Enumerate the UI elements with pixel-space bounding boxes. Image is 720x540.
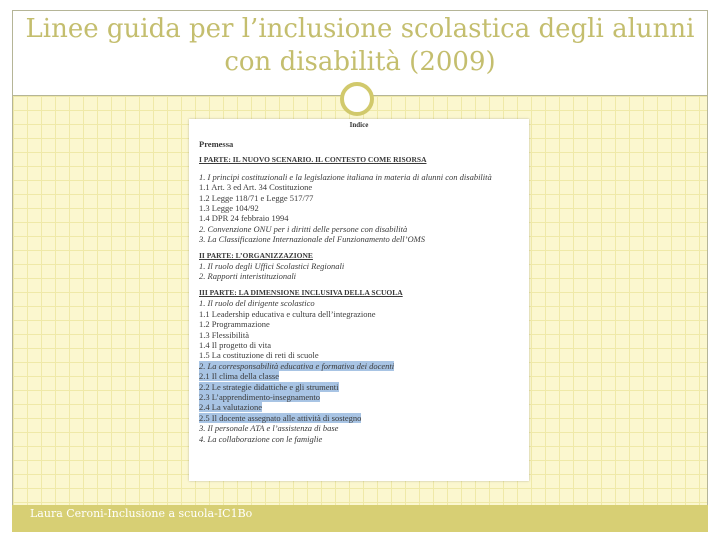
toc-entry (199, 203, 519, 213)
toc-entry-text: Premessa (199, 139, 234, 149)
toc-entry-text: 2.1 Il clima della classe (199, 371, 280, 382)
toc-entry-text: 2. La corresponsabilità educativa e formativa dei docenti (199, 360, 395, 371)
toc-entry-text: 4. La collaborazione con le famiglie (199, 433, 323, 444)
toc-entry-text: 1.4 Il progetto di vita (199, 339, 272, 350)
toc-entry-text: I PARTE: IL NUOVO SCENARIO. IL CONTESTO COME RISORSA (199, 155, 427, 165)
toc-entry (199, 402, 519, 412)
toc-entry-text: 1.2 Legge 118/71 e Legge 517/77 (199, 192, 314, 203)
toc-entry-text: 3. La Classificazione Internazionale del Funzionamento dell’OMS (199, 234, 425, 245)
toc-entry-text: II PARTE: L’ORGANIZZAZIONE (199, 250, 313, 260)
toc-entry (199, 298, 519, 308)
toc-entry-text: 1.3 Legge 104/92 (199, 203, 259, 214)
toc-entry-text: 2.3 L’apprendimento-insegnamento (199, 391, 321, 402)
toc-entry-text: 2. Convenzione ONU per i diritti delle persone con disabilità (199, 223, 408, 234)
toc-entry (199, 382, 519, 392)
toc-entry-text: 2.2 Le strategie didattiche e gli strumenti (199, 381, 339, 392)
decorative-circle-icon (340, 82, 374, 116)
toc-entry (199, 423, 519, 433)
toc-entry (199, 309, 519, 319)
document-scan (189, 119, 529, 481)
toc-entry (199, 172, 519, 182)
document-heading: Indice (349, 121, 369, 129)
toc-entry (199, 139, 519, 149)
toc-entry (199, 413, 519, 423)
toc-entry-text: 2. Rapporti interistituzionali (199, 271, 297, 282)
slide-footer: Laura Ceroni-Inclusione a scuola-IC1Bo (30, 507, 253, 520)
toc-entry (199, 182, 519, 192)
toc-entry (199, 330, 519, 340)
toc-entry-text: III PARTE: LA DIMENSIONE INCLUSIVA DELLA SCUOLA (199, 287, 403, 297)
toc-entry-text: 1.1 Leadership educativa e cultura dell’integrazione (199, 308, 376, 319)
toc-entry-text: 1.2 Programmazione (199, 319, 270, 330)
toc-entry-text: 2.4 La valutazione (199, 402, 263, 413)
toc-entry (199, 340, 519, 350)
toc-entry (199, 261, 519, 271)
toc-entry (199, 371, 519, 381)
toc-entry (199, 288, 519, 298)
toc-entry-text: 1.4 DPR 24 febbraio 1994 (199, 213, 289, 224)
toc-entry (199, 271, 519, 281)
toc-entry-text: 1. Il ruolo degli Uffici Scolastici Regionali (199, 261, 345, 272)
toc-entry-text: 2.5 Il docente assegnato alle attività di sostegno (199, 412, 362, 423)
toc-entry (199, 392, 519, 402)
toc-entry-text: 1.5 La costituzione di reti di scuole (199, 350, 319, 361)
toc-entry (199, 193, 519, 203)
toc-entry (199, 234, 519, 244)
table-of-contents (199, 139, 519, 444)
toc-entry-text: 3. Il personale ATA e l’assistenza di base (199, 423, 339, 434)
toc-entry (199, 251, 519, 261)
toc-entry (199, 213, 519, 223)
toc-entry-text: 1.3 Flessibilità (199, 329, 250, 340)
toc-entry (199, 155, 519, 165)
toc-entry (199, 319, 519, 329)
slide-title: Linee guida per l’inclusione scolastica degli alunni con disabilità (2009) (25, 14, 695, 77)
toc-entry (199, 350, 519, 360)
toc-entry-text: 1. I principi costituzionali e la legislazione italiana in materia di alunni con disabilità (199, 171, 492, 182)
toc-entry-text: 1. Il ruolo del dirigente scolastico (199, 298, 315, 309)
toc-entry-text: 1.1 Art. 3 ed Art. 34 Costituzione (199, 182, 313, 193)
toc-entry (199, 434, 519, 444)
toc-entry (199, 361, 519, 371)
toc-entry (199, 224, 519, 234)
